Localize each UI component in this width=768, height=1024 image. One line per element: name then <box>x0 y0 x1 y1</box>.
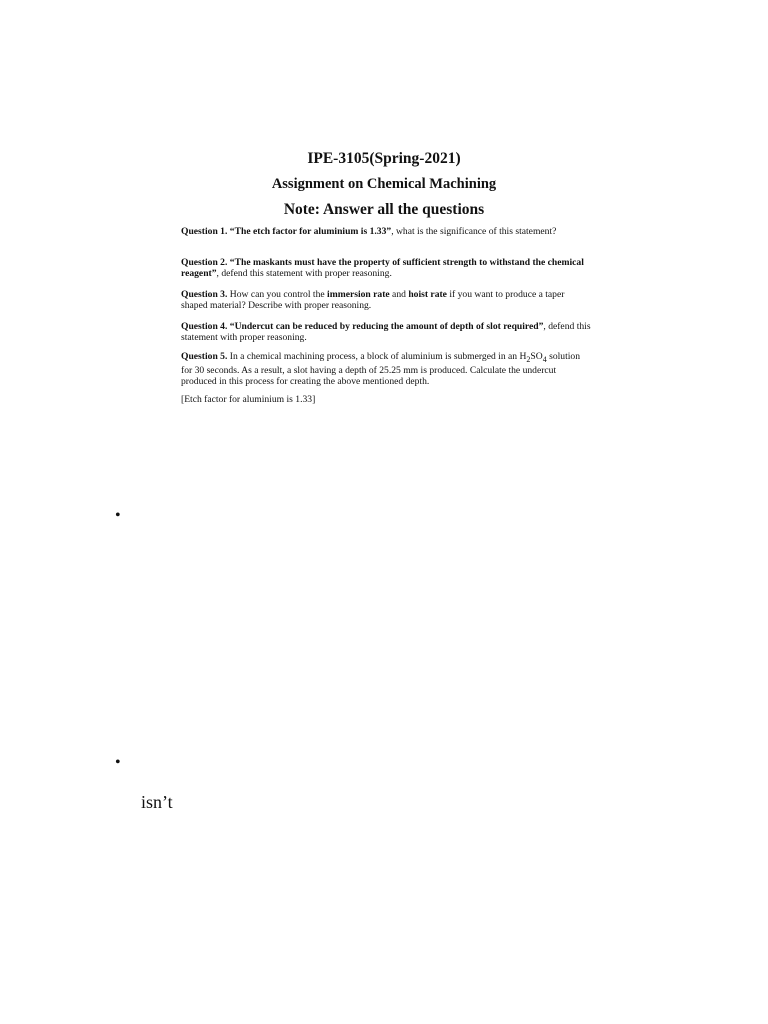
question-3-label: Question 3. <box>181 289 228 300</box>
bullet-1: • <box>115 507 121 524</box>
question-3-text-2: and <box>389 289 409 300</box>
question-1-text: , what is the significance of this statement? <box>391 226 557 237</box>
question-3-text-3: if you want to produce a taper shaped material? Describe with proper reasoning. <box>181 289 565 311</box>
note-heading: Note: Answer all the questions <box>283 201 485 218</box>
question-3-text-1: How can you control the <box>227 289 328 300</box>
trailing-text: isn’t <box>141 792 173 812</box>
assignment-title: Assignment on Chemical Machining <box>271 176 497 192</box>
question-5-text-1: In a chemical machining process, a block of aluminium is submerged in an H <box>227 351 527 362</box>
question-4-quote: “Undercut can be reduced by reducing the amount of depth of slot required” <box>227 321 544 332</box>
question-2-text: , defend this statement with proper reasoning. <box>216 268 392 279</box>
question-5-subscript-2: 4 <box>542 354 547 364</box>
question-1-quote: “The etch factor for aluminium is 1.33” <box>229 226 392 237</box>
question-5 <box>181 351 591 387</box>
question-3-bold-2: hoist rate <box>408 289 447 300</box>
question-1-label: Question 1. <box>181 226 228 237</box>
question-4-label: Question 4. <box>181 321 228 332</box>
bullet-2: • <box>115 754 121 771</box>
etch-factor-note: [Etch factor for aluminium is 1.33] <box>181 394 316 405</box>
question-3 <box>181 289 591 311</box>
question-5-text-2: SO <box>530 351 543 362</box>
question-5-text-3: solution for 30 seconds. As a result, a slot having a depth of 25.25 mm is produced. Calculate the undercut produced in this process for creating the above mentioned depth. <box>181 351 581 387</box>
question-2 <box>181 257 591 279</box>
question-2-label: Question 2. <box>181 257 228 268</box>
course-code: IPE-3105(Spring-2021) <box>307 150 461 167</box>
question-4 <box>181 321 591 343</box>
question-4-text: , defend this statement with proper reasoning. <box>181 321 591 343</box>
question-3-bold-1: immersion rate <box>327 289 390 300</box>
question-5-subscript-1: 2 <box>526 354 531 364</box>
question-2-quote: “The maskants must have the property of sufficient strength to withstand the chemical reagent” <box>181 257 584 279</box>
question-1 <box>181 226 591 237</box>
question-5-label: Question 5. <box>181 351 228 362</box>
